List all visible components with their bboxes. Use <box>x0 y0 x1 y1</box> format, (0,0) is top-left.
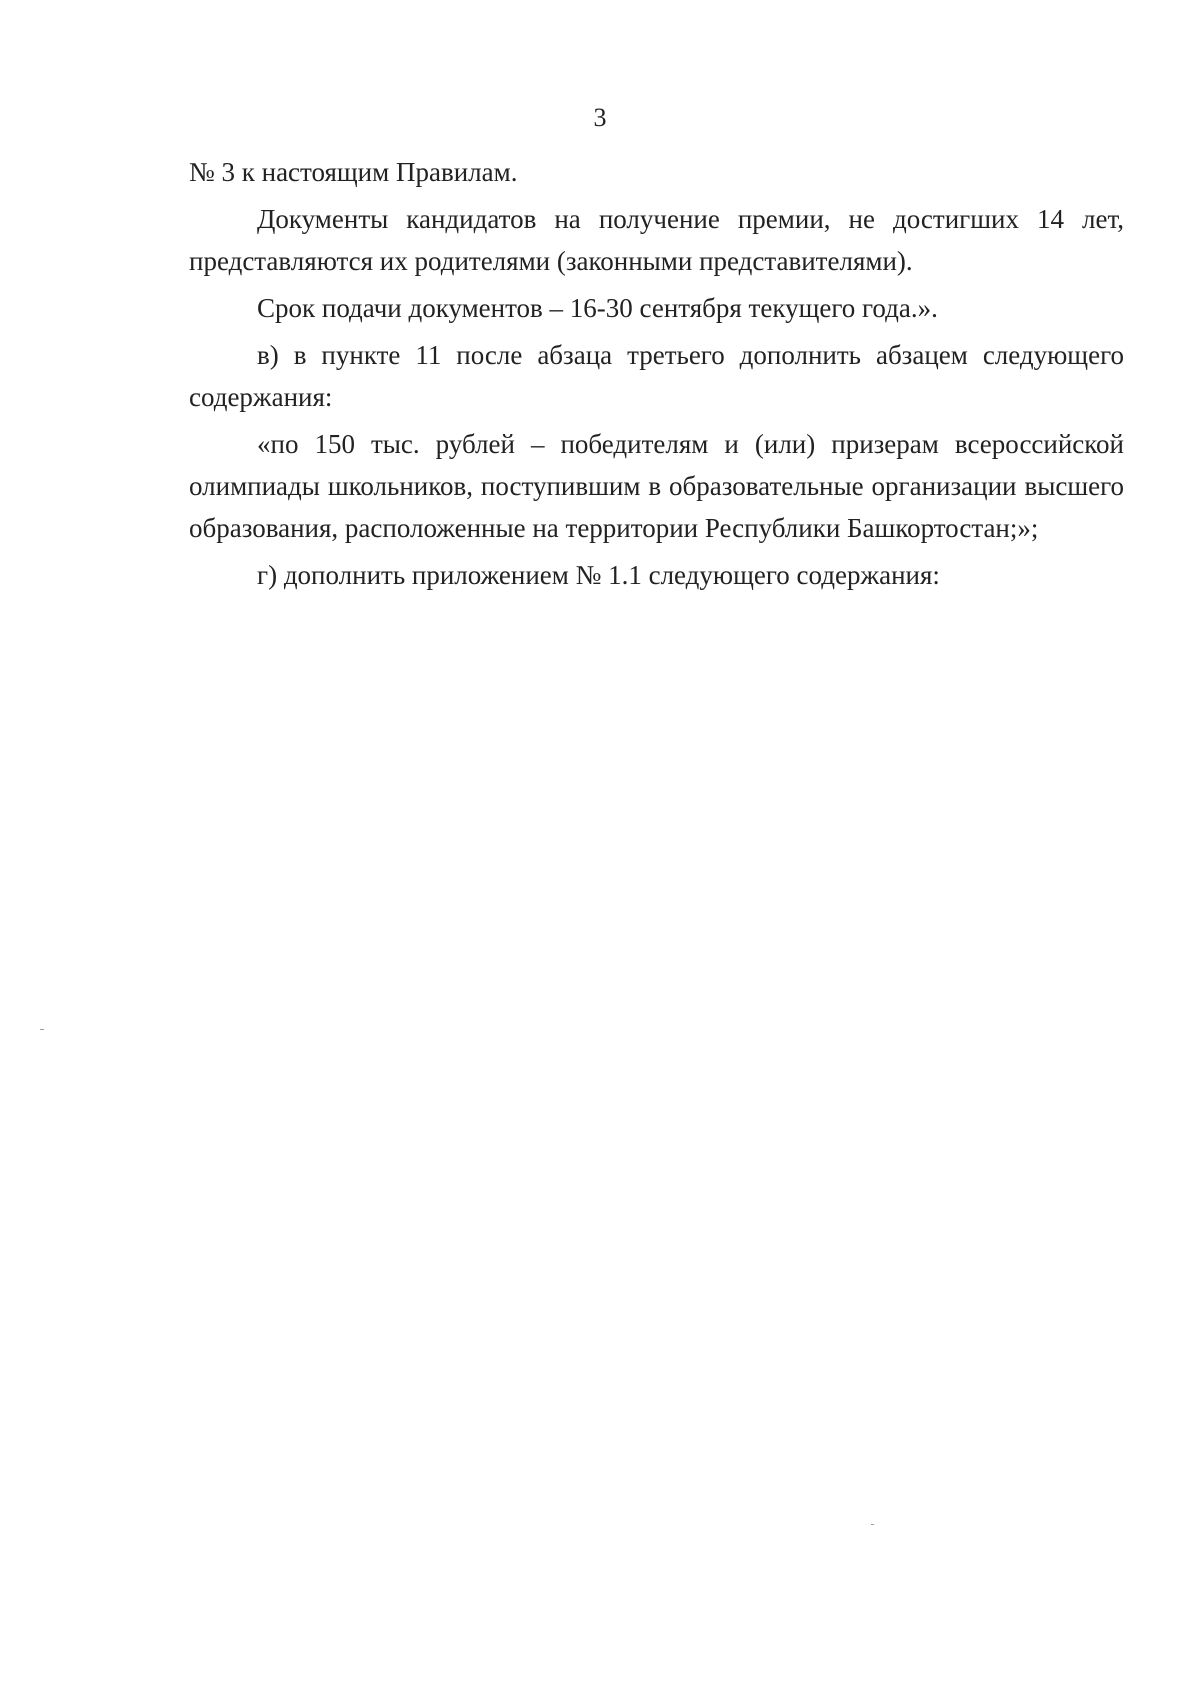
paragraph-item-v: в) в пункте 11 после абзаца третьего дополнить абзацем следующего содержания: <box>189 340 1124 412</box>
paragraph-continuation: № 3 к настоящим Правилам. <box>189 157 518 187</box>
paragraph-documents-under-14: Документы кандидатов на получение премии, не достигших 14 лет, представляются их родителями (законными представителями). <box>189 204 1124 276</box>
paragraph-quoted-amendment: «по 150 тыс. рублей – победителям и (или) призерам всероссийской олимпиады школьников, поступившим в образовательные организации высшего образования, расположенные на территории Республики Башкортостан;»; <box>189 429 1124 543</box>
scan-speck <box>871 1524 874 1525</box>
scan-speck <box>40 1029 44 1030</box>
paragraph-item-g: г) дополнить приложением № 1.1 следующего содержания: <box>257 560 940 590</box>
page-number: 3 <box>593 103 607 132</box>
document-body <box>189 151 1124 601</box>
paragraph-submission-deadline: Срок подачи документов – 16-30 сентября текущего года.». <box>257 293 938 323</box>
